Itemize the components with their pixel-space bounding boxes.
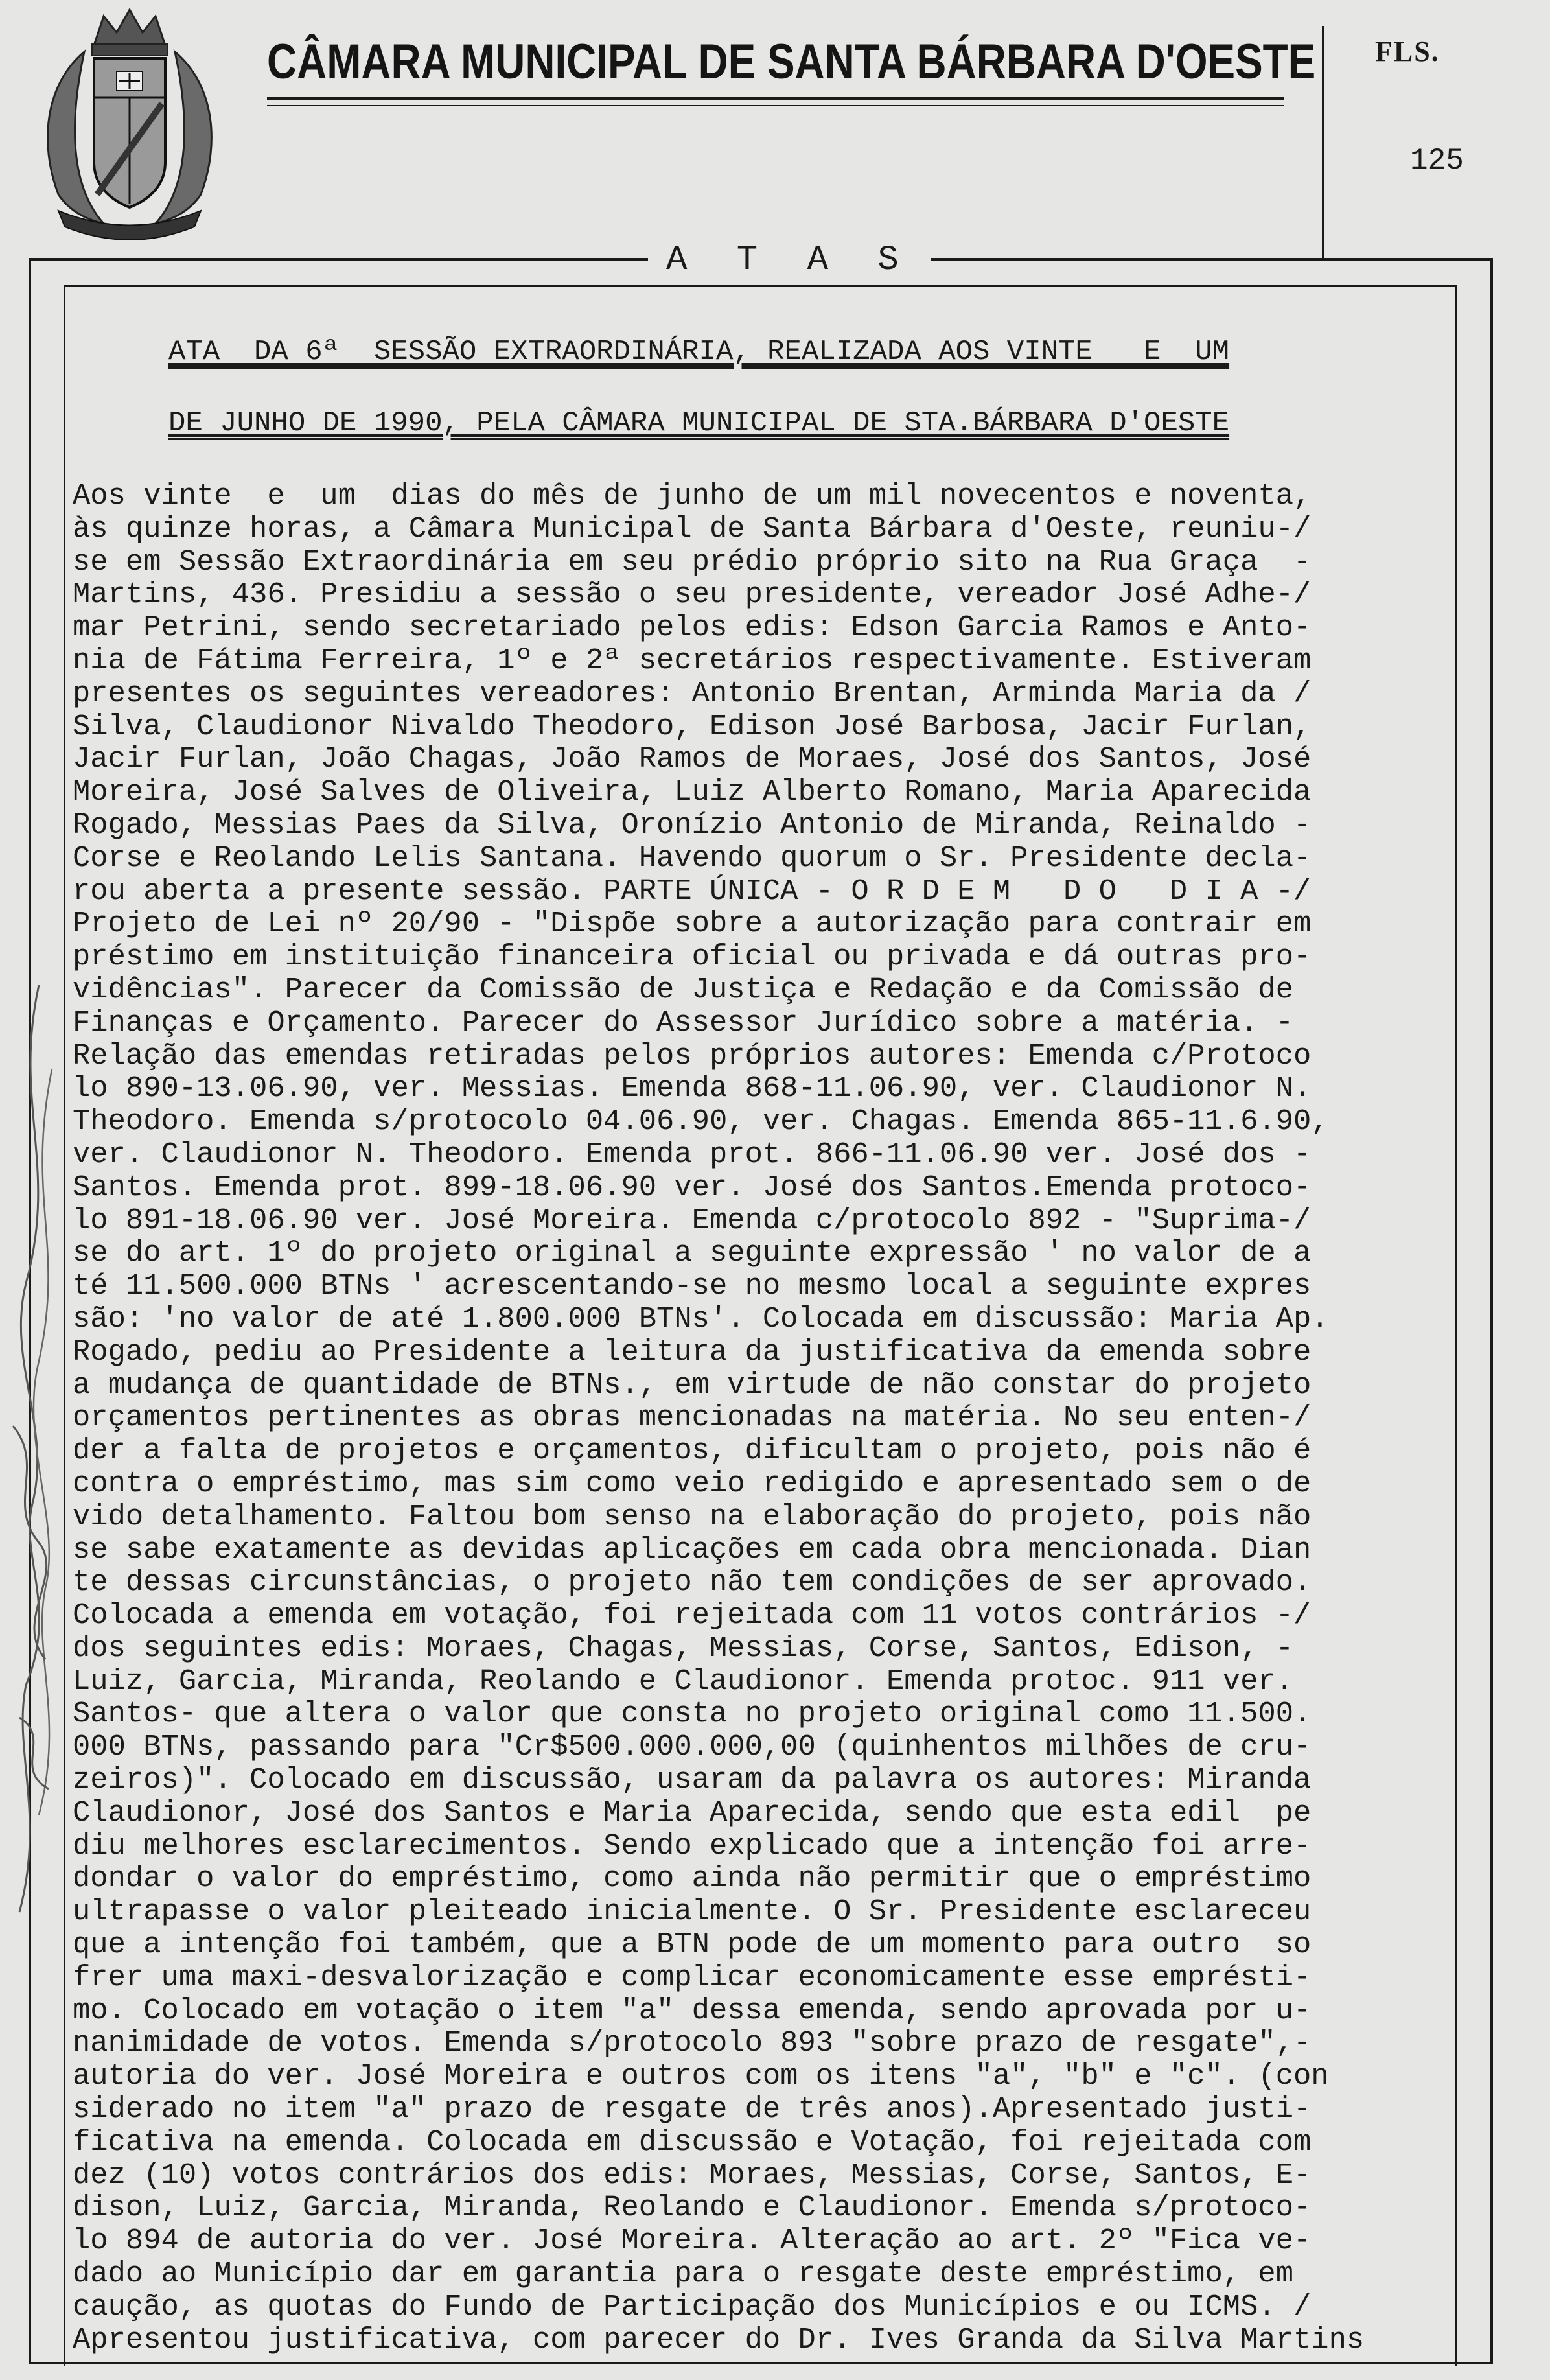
session-heading-line: ATA DA 6ª SESSÃO EXTRAORDINÁRIA, REALIZADA AOS VINTE E UM (168, 336, 1230, 368)
minutes-line: Moreira, José Salves de Oliveira, Luiz Alberto Romano, Maria Aparecida (73, 775, 1312, 810)
minutes-line: vido detalhamento. Faltou bom senso na elaboração do projeto, pois não (73, 1499, 1312, 1534)
minutes-line: Santos- que altera o valor que consta no projeto original como 11.500. (73, 1697, 1312, 1731)
minutes-line: Rogado, pediu ao Presidente a leitura da justificativa da emenda sobre (73, 1335, 1312, 1369)
minutes-line: dos seguintes edis: Moraes, Chagas, Messias, Corse, Santos, Edison, - (73, 1631, 1294, 1665)
minutes-line: Apresentou justificativa, com parecer do Dr. Ives Granda da Silva Martins (73, 2322, 1365, 2357)
minutes-line: 000 BTNs, passando para "Cr$500.000.000,00 (quinhentos milhões de cru- (73, 1730, 1312, 1764)
minutes-line: Jacir Furlan, João Chagas, João Ramos de Moraes, José dos Santos, José (73, 742, 1312, 776)
minutes-line: vidências". Parecer da Comissão de Justiça e Redação e da Comissão de (73, 972, 1294, 1007)
minutes-line: rou aberta a presente sessão. PARTE ÚNICA - O R D E M D O D I A -/ (73, 874, 1312, 908)
minutes-line: ultrapasse o valor pleiteado inicialmente. O Sr. Presidente esclareceu (73, 1895, 1312, 1929)
minutes-line: dado ao Município dar em garantia para o resgate deste empréstimo, em (73, 2257, 1294, 2291)
minutes-line: Luiz, Garcia, Miranda, Reolando e Claudionor. Emenda protoc. 911 ver. (73, 1664, 1294, 1698)
minutes-line: Finanças e Orçamento. Parecer do Assessor Jurídico sobre a matéria. - (73, 1005, 1294, 1040)
minutes-line: contra o empréstimo, mas sim como veio redigido e apresentado sem o de (73, 1466, 1312, 1500)
minutes-line: se sabe exatamente as devidas aplicações em cada obra mencionada. Dian (73, 1532, 1312, 1567)
minutes-line: te dessas circunstâncias, o projeto não tem condições de ser aprovado. (73, 1565, 1312, 1600)
minutes-line: Silva, Claudionor Nivaldo Theodoro, Edison José Barbosa, Jacir Furlan, (73, 709, 1312, 743)
minutes-line: Corse e Reolando Lelis Santana. Havendo quorum o Sr. Presidente decla- (73, 841, 1312, 875)
minutes-line: Colocada a emenda em votação, foi rejeitada com 11 votos contrários -/ (73, 1598, 1312, 1633)
minutes-line: dison, Luiz, Garcia, Miranda, Reolando e Claudionor. Emenda s/protoco- (73, 2191, 1312, 2225)
minutes-line: mo. Colocado em votação o item "a" dessa emenda, sendo aprovada por u- (73, 1993, 1312, 2027)
minutes-line: presentes os seguintes vereadores: Antonio Brentan, Arminda Maria da / (73, 676, 1312, 710)
handwritten-signature (0, 972, 71, 1944)
minutes-line: Rogado, Messias Paes da Silva, Oronízio Antonio de Miranda, Reinaldo - (73, 808, 1312, 842)
minutes-body (73, 480, 1459, 2356)
institution-title: CÂMARA MUNICIPAL DE SANTA BÁRBARA D'OESTE (267, 34, 1316, 89)
fls-label: FLS. (1375, 36, 1440, 67)
municipal-coat-of-arms-icon (32, 0, 227, 240)
section-label: A T A S (648, 241, 931, 280)
folio-divider (1322, 26, 1324, 259)
minutes-line: lo 891-18.06.90 ver. José Moreira. Emenda c/protocolo 892 - "Suprima-/ (73, 1203, 1312, 1237)
minutes-line: lo 894 de autoria do ver. José Moreira. Alteração ao art. 2º "Fica ve- (73, 2224, 1312, 2258)
title-rule (267, 97, 1284, 100)
session-heading (168, 316, 1400, 459)
minutes-line: nanimidade de votos. Emenda s/protocolo 893 "sobre prazo de resgate",- (73, 2026, 1312, 2060)
session-heading-line: DE JUNHO DE 1990, PELA CÂMARA MUNICIPAL DE STA.BÁRBARA D'OESTE (168, 407, 1230, 439)
minutes-line: diu melhores esclarecimentos. Sendo explicado que a intenção foi arre- (73, 1828, 1312, 1863)
minutes-line: caução, as quotas do Fundo de Participação dos Municípios e ou ICMS. / (73, 2289, 1312, 2324)
minutes-line: Projeto de Lei nº 20/90 - "Dispõe sobre a autorização para contrair em (73, 907, 1312, 941)
minutes-line: Martins, 436. Presidiu a sessão o seu presidente, vereador José Adhe-/ (73, 578, 1312, 612)
minutes-line: Relação das emendas retiradas pelos próprios autores: Emenda c/Protoco (73, 1038, 1312, 1073)
minutes-line: Theodoro. Emenda s/protocolo 04.06.90, ver. Chagas. Emenda 865-11.6.90, (73, 1104, 1329, 1139)
minutes-line: às quinze horas, a Câmara Municipal de Santa Bárbara d'Oeste, reuniu-/ (73, 511, 1312, 546)
minutes-line: préstimo em instituição financeira oficial ou privada e dá outras pro- (73, 940, 1312, 974)
minutes-line: zeiros)". Colocado em discussão, usaram da palavra os autores: Miranda (73, 1763, 1312, 1797)
minutes-line: mar Petrini, sendo secretariado pelos edis: Edson Garcia Ramos e Anto- (73, 611, 1312, 645)
minutes-line: são: 'no valor de até 1.800.000 BTNs'. Colocada em discussão: Maria Ap. (73, 1301, 1329, 1336)
minutes-line: dondar o valor do empréstimo, como ainda não permitir que o empréstimo (73, 1861, 1312, 1896)
minutes-line: autoria do ver. José Moreira e outros com os itens "a", "b" e "c". (con (73, 2059, 1329, 2094)
minutes-line: lo 890-13.06.90, ver. Messias. Emenda 868-11.06.90, ver. Claudionor N. (73, 1071, 1312, 1106)
minutes-line: ficativa na emenda. Colocada em discussão e Votação, foi rejeitada com (73, 2125, 1312, 2159)
minutes-line: ver. Claudionor N. Theodoro. Emenda prot. 866-11.06.90 ver. José dos - (73, 1137, 1312, 1171)
minutes-line: que a intenção foi também, que a BTN pode de um momento para outro so (73, 1928, 1312, 1962)
title-rule-thin (267, 105, 1284, 106)
folio-number: 125 (1410, 144, 1464, 178)
minutes-line: orçamentos pertinentes as obras mencionadas na matéria. No seu enten-/ (73, 1401, 1312, 1435)
minutes-line: a mudança de quantidade de BTNs., em virtude de não constar do projeto (73, 1368, 1312, 1402)
minutes-line: té 11.500.000 BTNs ' acrescentando-se no mesmo local a seguinte expres (73, 1269, 1312, 1303)
minutes-line: frer uma maxi-desvalorização e complicar economicamente esse emprésti- (73, 1960, 1312, 1994)
minutes-line: se em Sessão Extraordinária em seu prédio próprio sito na Rua Graça - (73, 544, 1312, 579)
minutes-line: Aos vinte e um dias do mês de junho de um mil novecentos e noventa, (73, 479, 1312, 513)
minutes-line: Santos. Emenda prot. 899-18.06.90 ver. José dos Santos.Emenda protoco- (73, 1170, 1312, 1204)
minutes-line: siderado no item "a" prazo de resgate de três anos).Apresentado justi- (73, 2092, 1312, 2127)
minutes-line: Claudionor, José dos Santos e Maria Aparecida, sendo que esta edil pe (73, 1795, 1312, 1830)
minutes-line: nia de Fátima Ferreira, 1º e 2ª secretários respectivamente. Estiveram (73, 643, 1312, 677)
minutes-line: se do art. 1º do projeto original a seguinte expressão ' no valor de a (73, 1236, 1312, 1270)
minutes-line: dez (10) votos contrários dos edis: Moraes, Messias, Corse, Santos, E- (73, 2158, 1312, 2192)
minutes-line: der a falta de projetos e orçamentos, dificultam o projeto, pois não é (73, 1434, 1312, 1468)
